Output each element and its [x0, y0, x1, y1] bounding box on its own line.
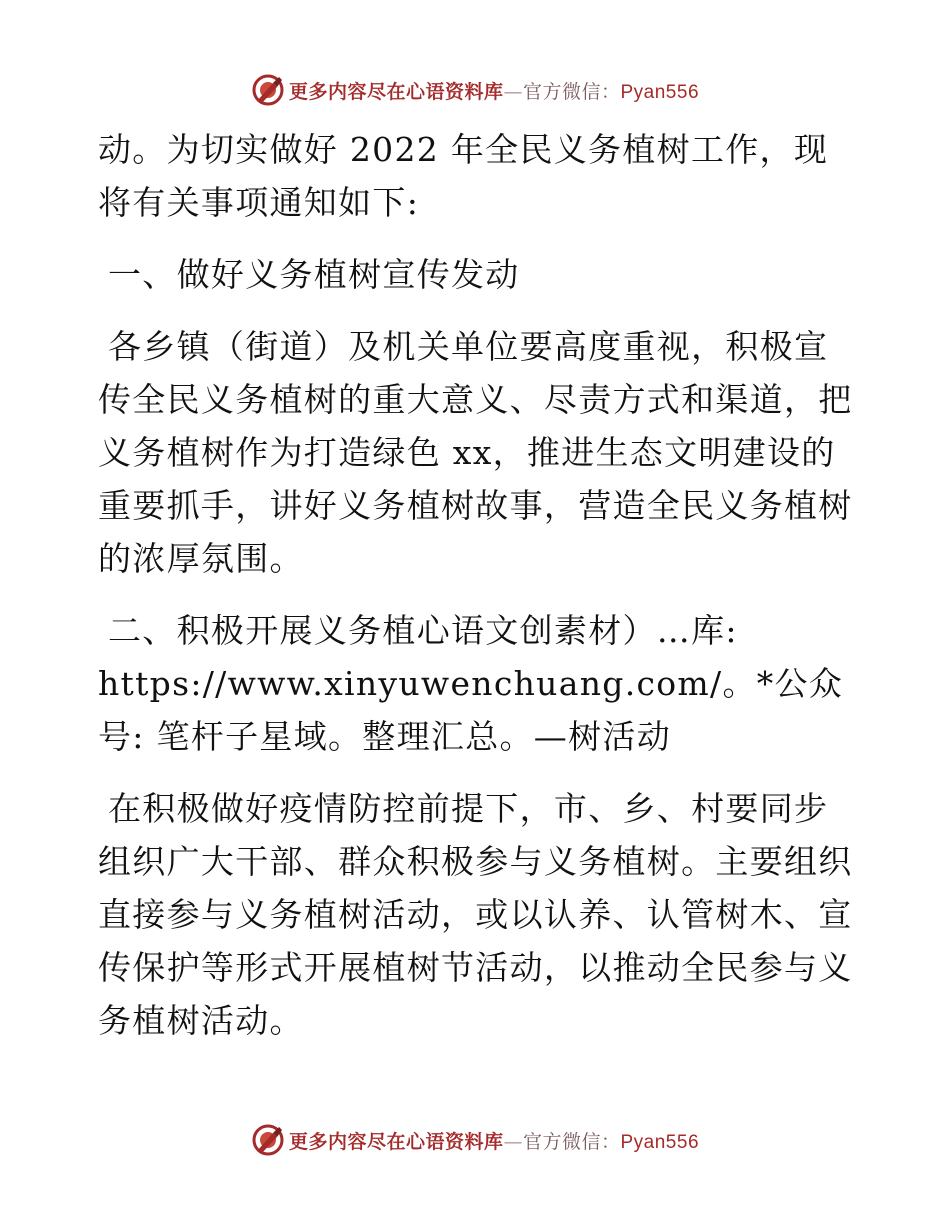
banner-wechat-label: 官方微信：	[522, 80, 621, 103]
banner-account: Pyan556	[620, 81, 700, 103]
banner-account: Pyan556	[620, 1131, 700, 1153]
footer-banner	[0, 1120, 950, 1160]
section-heading-1: 一、做好义务植树宣传发动	[108, 255, 520, 294]
pen-logo-icon	[251, 73, 285, 107]
banner-brand-text: 更多内容尽在心语资料库	[288, 80, 504, 103]
banner-separator: —	[503, 1130, 523, 1153]
paragraph-intro-continued: 动。为切实做好 2022 年全民义务植树工作，现将有关事项通知如下:	[98, 130, 829, 222]
paragraph-publicity: 各乡镇（街道）及机关单位要高度重视，积极宣传全民义务植树的重大意义、尽责方式和渠道，把义务植树作为打造绿色 xx，推进生态文明建设的重要抓手，讲好义务植树故事，营造全民义务植树的浓厚氛围。	[98, 327, 853, 578]
section-heading-2: 二、积极开展义务植心语文创素材）…库:	[108, 611, 738, 650]
pen-logo-icon	[251, 1123, 285, 1157]
header-banner	[0, 70, 950, 110]
banner-brand-text: 更多内容尽在心语资料库	[288, 1130, 504, 1153]
section-heading-2-continued: https://www.xinyuwenchuang.com/。*公众号: 笔杆子星域。整理汇总。—树活动	[98, 664, 844, 756]
banner-wechat-label: 官方微信：	[522, 1130, 621, 1153]
banner-separator: —	[503, 80, 523, 103]
document-body	[98, 123, 858, 1047]
paragraph-activities: 在积极做好疫情防控前提下，市、乡、村要同步组织广大干部、群众积极参与义务植树。主要组织直接参与义务植树活动，或以认养、认管树木、宣传保护等形式开展植树节活动，以推动全民参与义务植树活动。	[98, 789, 853, 1040]
